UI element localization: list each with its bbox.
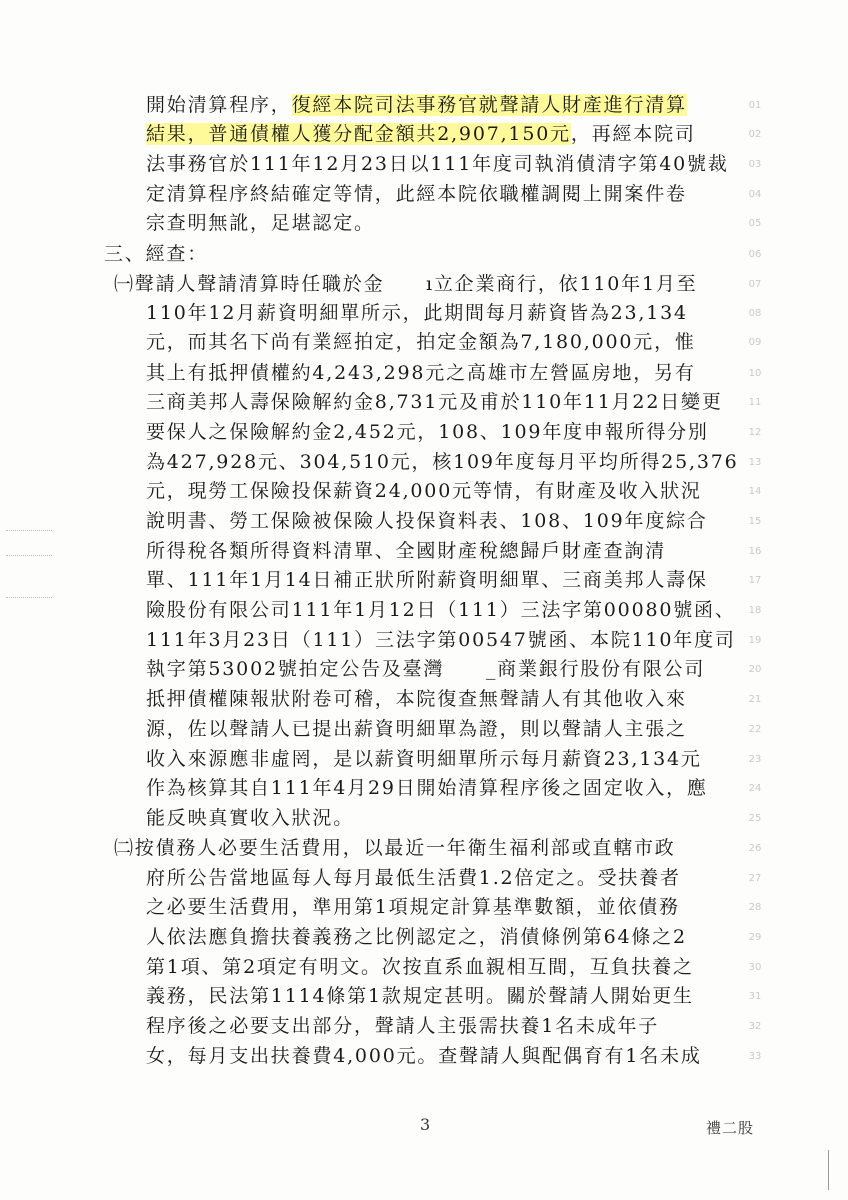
text-line xyxy=(146,656,705,682)
line-number: 29 xyxy=(748,932,762,943)
text-line xyxy=(146,716,687,742)
line-number: 23 xyxy=(748,754,762,765)
line-number: 30 xyxy=(748,962,762,973)
line-text: 宗查明無訛，足堪認定。 xyxy=(146,212,375,234)
highlighted-text: 復經本院司法事務官就聲請人財產進行清算 xyxy=(291,94,687,116)
line-number: 31 xyxy=(748,991,762,1002)
line-text: 能反映真實收入狀況。 xyxy=(146,807,355,829)
text-line xyxy=(146,360,696,386)
line-number: 03 xyxy=(748,159,762,170)
line-number: 28 xyxy=(748,902,762,913)
text-line xyxy=(146,300,688,326)
line-text: 險股份有限公司111年1月12日（111）三法字第00080號函、 xyxy=(146,599,736,621)
text-line xyxy=(146,210,375,236)
line-number: 09 xyxy=(748,337,762,348)
highlighted-text: 結果，普通債權人獲分配金額共2,907,150元 xyxy=(146,123,571,145)
text-line xyxy=(114,271,697,297)
margin-mark xyxy=(6,597,52,604)
line-text: 111年3月23日（111）三法字第00547號函、本院110年度司 xyxy=(146,629,736,651)
line-text: 元，而其名下尚有業經拍定，拍定金額為7,180,000元，惟 xyxy=(146,331,696,353)
line-number: 06 xyxy=(748,249,762,260)
line-number: 22 xyxy=(748,724,762,735)
line-number: 12 xyxy=(748,427,762,438)
line-text: 義務，民法第1114條第1款規定甚明。關於聲請人開始更生 xyxy=(146,985,694,1007)
line-text: 第1項、第2項定有明文。次按直系血親相互間，互負扶養之 xyxy=(146,956,694,978)
text-line xyxy=(146,181,687,207)
line-text: 三商美邦人壽保險解約金8,731元及甫於110年11月22日變更 xyxy=(146,391,723,413)
line-number: 13 xyxy=(748,457,762,468)
text-line xyxy=(104,241,208,267)
margin-mark xyxy=(6,555,52,562)
line-text: 源，佐以聲請人已提出薪資明細單為證，則以聲請人主張之 xyxy=(146,718,687,740)
text-line xyxy=(146,538,666,564)
text-line xyxy=(146,389,723,415)
line-number: 33 xyxy=(748,1051,762,1062)
text-line xyxy=(146,627,736,653)
line-number: 08 xyxy=(748,308,762,319)
line-text: ㈠聲請人聲請清算時任職於金 ı立企業商行，依110年1月至 xyxy=(114,273,698,295)
line-text: 人依法應負擔扶養義務之比例認定之，消債條例第64條之2 xyxy=(146,926,687,948)
line-text: 其上有抵押債權約4,243,298元之高雄市左營區房地，另有 xyxy=(146,362,696,384)
text-line xyxy=(146,954,694,980)
line-number: 20 xyxy=(748,664,762,675)
line-text: 定清算程序終結確定等情，此經本院依職權調閱上開案件卷 xyxy=(146,183,687,205)
line-number: 18 xyxy=(748,605,762,616)
line-text: 收入來源應非虛罔，是以薪資明細單所示每月薪資23,134元 xyxy=(146,748,702,770)
text-line xyxy=(146,805,354,831)
text-line xyxy=(146,865,681,891)
text-line xyxy=(146,1043,702,1069)
line-text: 單、111年1月14日補正狀所附薪資明細單、三商美邦人壽保 xyxy=(146,569,708,591)
line-text: 女，每月支出扶養費4,000元。查聲請人與配偶育有1名未成 xyxy=(146,1045,702,1067)
line-number: 27 xyxy=(748,873,762,884)
line-text: 為427,928元、304,510元，核109年度每月平均所得25,376 xyxy=(146,451,739,473)
text-line xyxy=(146,92,687,118)
text-line xyxy=(146,508,708,534)
text-line xyxy=(146,329,696,355)
line-text: 之必要生活費用，準用第1項規定計算基準數額，並依債務 xyxy=(146,896,680,918)
text-line xyxy=(146,924,687,950)
line-text: 要保人之保險解約金2,452元，108、109年度申報所得分別 xyxy=(146,421,709,443)
text-line xyxy=(146,151,729,177)
text-line xyxy=(146,567,708,593)
line-text: 法事務官於111年12月23日以111年度司執消債清字第40號裁 xyxy=(146,153,729,175)
text-line xyxy=(146,894,680,920)
text-line xyxy=(146,419,709,445)
text-line xyxy=(146,983,694,1009)
line-number: 32 xyxy=(748,1021,762,1032)
line-text: 110年12月薪資明細單所示，此期間每月薪資皆為23,134 xyxy=(146,302,688,324)
line-text: 府所公告當地區每人每月最低生活費1.2倍定之。受扶養者 xyxy=(146,867,681,889)
margin-mark xyxy=(6,530,52,537)
line-number: 15 xyxy=(748,516,762,527)
line-number: 16 xyxy=(748,546,762,557)
text-line xyxy=(146,686,687,712)
corner-mark xyxy=(820,1150,829,1190)
line-number: 05 xyxy=(748,218,762,229)
text-line xyxy=(146,746,702,772)
line-text: 開始清算程序， xyxy=(146,94,292,116)
line-text: 三、經查： xyxy=(104,243,209,265)
line-text: ㈡按債務人必要生活費用，以最近一年衛生福利部或直轄市政 xyxy=(114,837,676,859)
line-number: 14 xyxy=(748,486,762,497)
line-text: 作為核算其自111年4月29日開始清算程序後之固定收入，應 xyxy=(146,777,708,799)
line-text: 所得稅各類所得資料清單、全國財產稅總歸戶財產查詢清 xyxy=(146,540,667,562)
line-number: 24 xyxy=(748,783,762,794)
text-line xyxy=(146,597,736,623)
line-number: 26 xyxy=(748,843,762,854)
text-line xyxy=(146,478,702,504)
line-text: 說明書、勞工保險被保險人投保資料表、108、109年度綜合 xyxy=(146,510,708,532)
line-number: 17 xyxy=(748,575,762,586)
line-text: 程序後之必要支出部分，聲請人主張需扶養1名未成年子 xyxy=(146,1015,660,1037)
line-number: 10 xyxy=(748,368,762,379)
line-number: 01 xyxy=(748,100,762,111)
line-text: ，再經本院司 xyxy=(570,123,696,145)
line-text: 抵押債權陳報狀附卷可稽，本院復查無聲請人有其他收入來 xyxy=(146,688,687,710)
page-number: 3 xyxy=(420,1115,431,1134)
line-number: 11 xyxy=(748,397,762,408)
text-line xyxy=(146,1013,659,1039)
section-label: 禮二股 xyxy=(706,1119,755,1137)
line-number: 19 xyxy=(748,635,762,646)
text-line xyxy=(146,449,739,475)
text-line xyxy=(146,775,708,801)
line-number: 04 xyxy=(748,189,762,200)
text-line xyxy=(114,835,676,861)
line-text: 元，現勞工保險投保薪資24,000元等情，有財產及收入狀況 xyxy=(146,480,702,502)
text-line xyxy=(146,121,696,147)
line-number: 07 xyxy=(748,279,762,290)
line-number: 02 xyxy=(748,129,762,140)
line-number: 25 xyxy=(748,813,762,824)
line-number: 21 xyxy=(748,694,762,705)
line-text: 執字第53002號拍定公告及臺灣 _商業銀行股份有限公司 xyxy=(146,658,706,680)
